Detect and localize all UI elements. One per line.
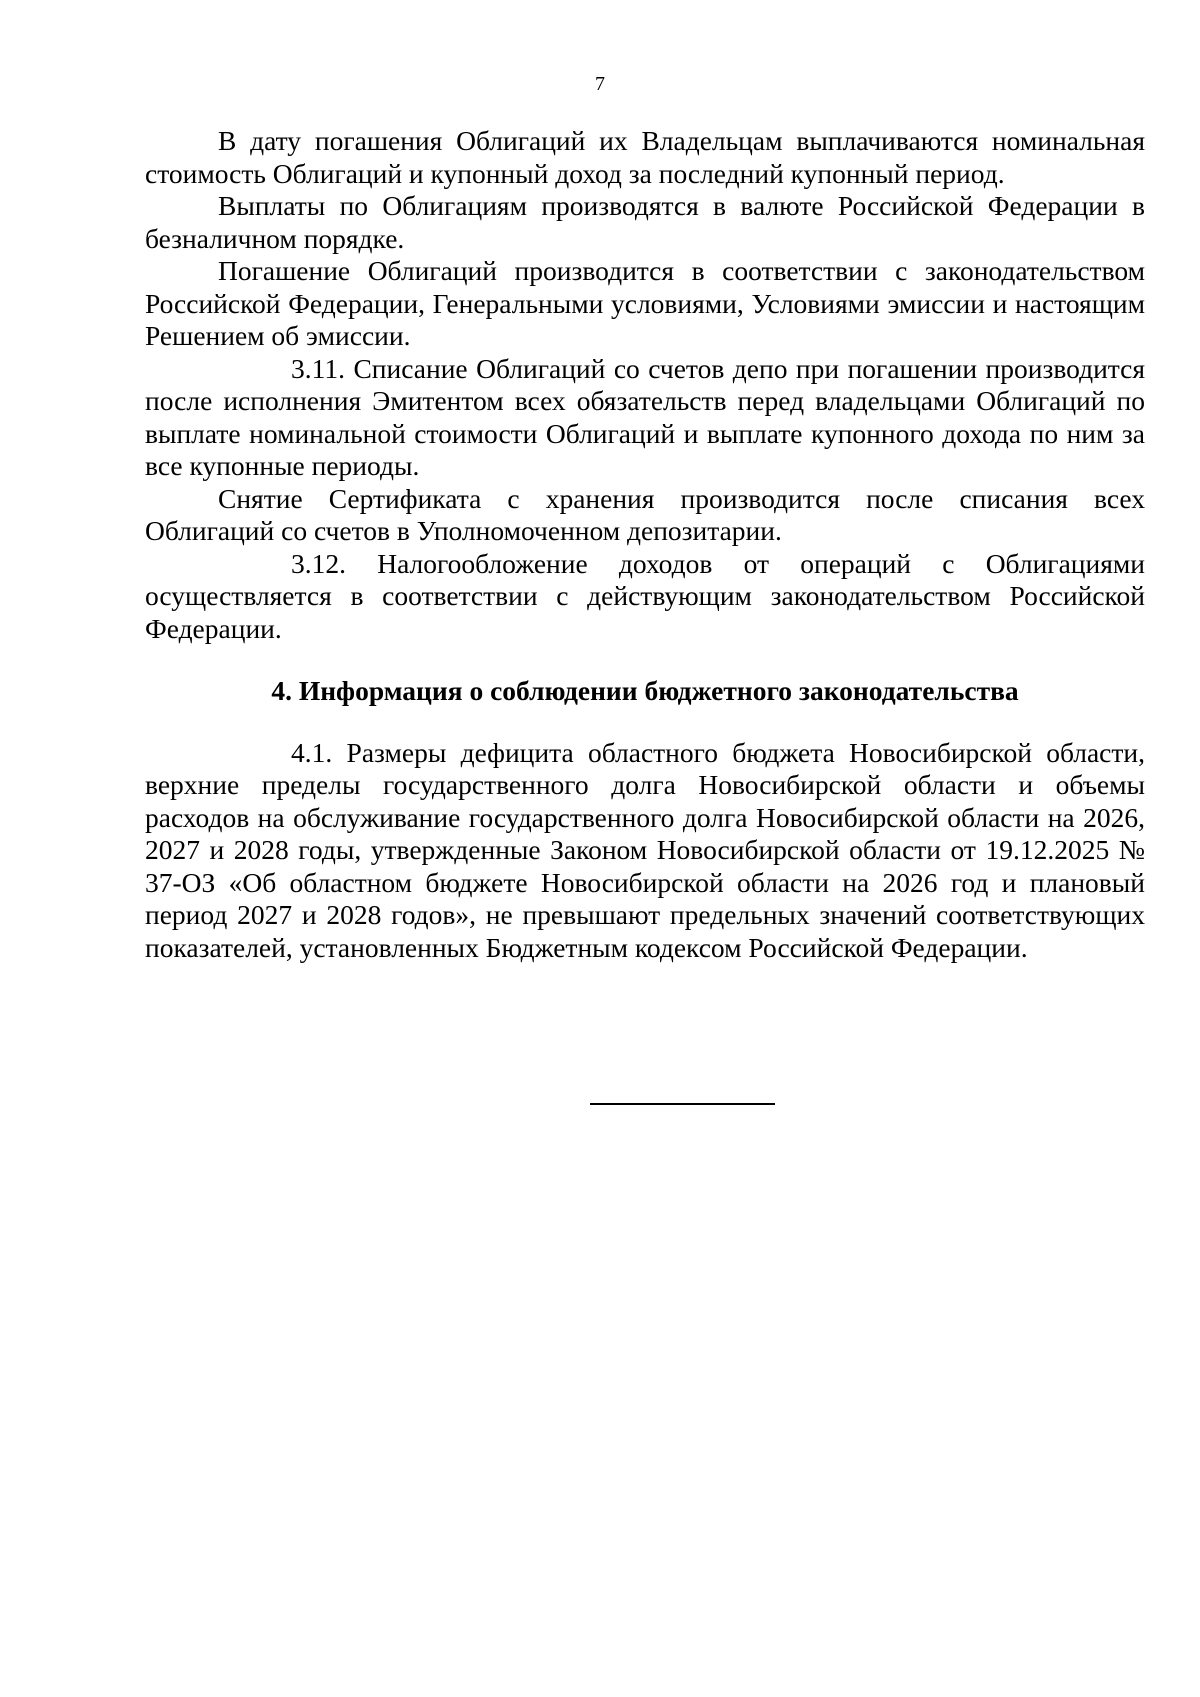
clause-number: 3.12. [291,547,346,579]
paragraph-redemption-payments [145,125,1145,190]
clause-3-12 [145,548,1145,646]
paragraph-payment-currency [145,190,1145,255]
paragraph-text: Налогообложение доходов от операций с Облигациями осуществляется в соответствии с действующим законодательством Российской Федерации. [145,547,1145,644]
paragraph-redemption-legal-basis [145,255,1145,353]
document-body [145,125,1145,964]
clause-number: 4.1. [291,736,333,768]
paragraph-text: В дату погашения Облигаций их Владельцам выплачиваются номинальная стоимость Облигаций и купонный доход за последний купонный период. [145,125,1145,189]
paragraph-certificate-removal [145,483,1145,548]
paragraph-text: Размеры дефицита областного бюджета Новосибирской области, верхние пределы государственного долга Новосибирской области и объемы расходов на обслуживание государственного долга Новосибирской области на 2026, 2027 и 2028 годы, утвержденные Законом Новосибирской области от 19.12.2025 № 37-ОЗ «Об областном бюджете Новосибирской области на 2026 год и плановый период 2027 и 2028 годов», не превышают предельных значений соответствующих показателей, установленных Бюджетным кодексом Российской Федерации. [145,736,1145,963]
clause-number: 3.11. [291,352,345,384]
paragraph-text: Погашение Облигаций производится в соответствии с законодательством Российской Федерации, Генеральными условиями, Условиями эмиссии и настоящим Решением об эмиссии. [145,255,1145,351]
paragraph-text: Снятие Сертификата с хранения производится после списания всех Облигаций со счетов в Уполномоченном депозитарии. [145,482,1145,546]
clause-4-1 [145,737,1145,965]
paragraph-text: Выплаты по Облигациям производятся в валюте Российской Федерации в безналичном порядке. [145,190,1145,254]
page-number: 7 [595,73,605,95]
clause-3-11 [145,353,1145,483]
paragraph-text: Списание Облигаций со счетов депо при погашении производится после исполнения Эмитентом всех обязательств перед владельцами Облигаций по выплате номинальной стоимости Облигаций и выплате купонного дохода по ним за все купонные периоды. [145,352,1146,481]
end-of-document-rule [590,1103,775,1105]
section-heading: 4. Информация о соблюдении бюджетного законодательства [271,675,1019,706]
